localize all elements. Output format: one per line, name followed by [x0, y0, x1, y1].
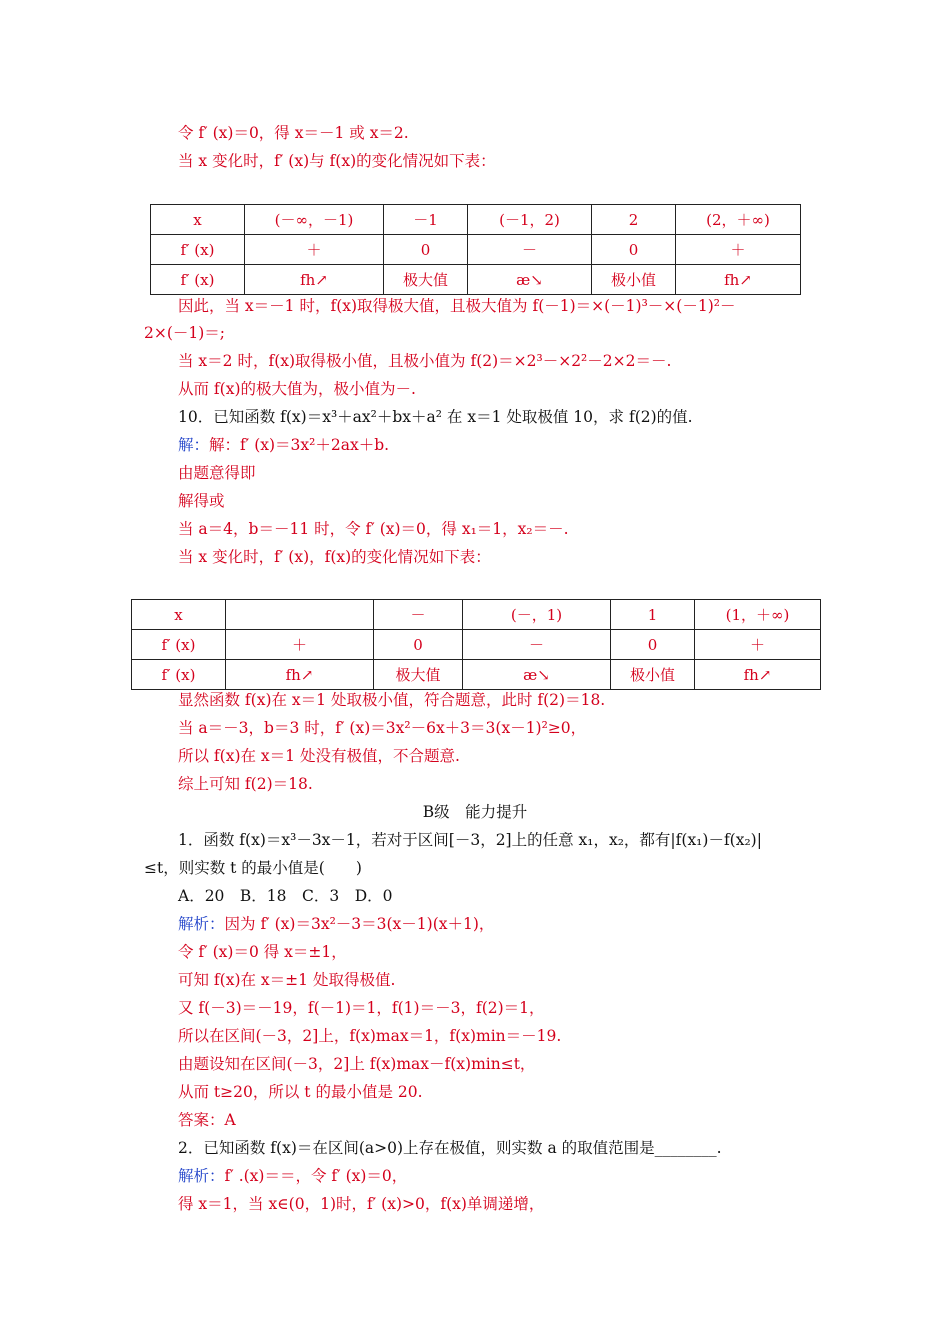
text-line: 由题设知在区间(－3，2]上 f(x)max－f(x)min≤t，	[178, 1055, 536, 1073]
table-row	[151, 235, 801, 265]
table-cell: 极大值	[374, 660, 463, 690]
text-line: 可知 f(x)在 x＝±1 处取得极值.	[178, 971, 396, 989]
text-line: 当 a＝4，b＝－11 时，令 f′ (x)＝0，得 x₁＝1，x₂＝－.	[178, 520, 569, 538]
table-cell: fh↗	[245, 265, 384, 295]
table-cell: 极小值	[611, 660, 695, 690]
text-line: 当 a＝－3，b＝3 时，f′ (x)＝3x²－6x＋3＝3(x－1)²≥0，	[178, 719, 587, 737]
table-cell: (－1，2)	[468, 205, 592, 235]
text-line: 解得或	[178, 492, 225, 510]
table-cell: 2	[592, 205, 676, 235]
table-row	[132, 660, 821, 690]
analysis-label: 解析：	[178, 1167, 225, 1185]
solution-label: 解：	[178, 436, 210, 454]
table-cell: f′ (x)	[132, 630, 226, 660]
question-1-cont: ≤t，则实数 t 的最小值是( )	[144, 859, 362, 877]
question-1-options: A．20 B．18 C．3 D．0	[178, 887, 393, 905]
text-line: 显然函数 f(x)在 x＝1 处取极小值，符合题意，此时 f(2)＝18.	[178, 691, 606, 709]
analysis-text: 因为 f′ (x)＝3x²－3＝3(x－1)(x＋1)，	[224, 915, 495, 933]
solution-line	[178, 435, 389, 455]
table-cell: 0	[374, 630, 463, 660]
question-10: 10．已知函数 f(x)＝x³＋ax²＋bx＋a² 在 x＝1 处取极值 10，求 f(2)的值.	[178, 408, 693, 426]
analysis-text: f′ .(x)＝＝，令 f′ (x)＝0，	[224, 1167, 408, 1185]
table-cell: fh↗	[695, 660, 821, 690]
variation-table-2	[131, 599, 821, 690]
table-cell: (2，＋∞)	[676, 205, 801, 235]
text-line: 综上可知 f(2)＝18.	[178, 775, 313, 793]
analysis-label: 解析：	[178, 915, 225, 933]
table-cell: －	[468, 235, 592, 265]
analysis-line	[178, 1166, 407, 1186]
table-row	[151, 205, 801, 235]
table-cell: fh↗	[676, 265, 801, 295]
table-cell: (－∞，－1)	[245, 205, 384, 235]
variation-table-1	[150, 204, 801, 295]
solution-text: 解：f′ (x)＝3x²＋2ax＋b.	[209, 436, 390, 454]
table-cell: 0	[611, 630, 695, 660]
text-line: 当 x＝2 时，f(x)取得极小值，且极小值为 f(2)＝×2³－×2²－2×2＝－.	[178, 352, 672, 370]
text-line: 因此，当 x＝－1 时，f(x)取得极大值，且极大值为 f(－1)＝×(－1)³－×(－1)²－	[178, 297, 736, 315]
text-line: 又 f(－3)＝－19，f(－1)＝1，f(1)＝－3，f(2)＝1，	[178, 999, 545, 1017]
text-line: 2×(－1)＝;	[144, 324, 226, 342]
table-cell	[226, 600, 374, 630]
section-title: B级 能力提升	[422, 803, 528, 821]
table-row	[151, 265, 801, 295]
table-row	[132, 630, 821, 660]
text-line: 当 x 变化时，f′ (x)，f(x)的变化情况如下表：	[178, 548, 491, 566]
text-line: 当 x 变化时，f′ (x)与 f(x)的变化情况如下表：	[178, 152, 496, 170]
table-cell: x	[132, 600, 226, 630]
table-cell: ＋	[676, 235, 801, 265]
table-cell: (1，＋∞)	[695, 600, 821, 630]
text-line: 令 f′ (x)＝0 得 x＝±1，	[178, 943, 347, 961]
question-1: 1．函数 f(x)＝x³－3x－1，若对于区间[－3，2]上的任意 x₁，x₂，都有|f(x₁)－f(x₂)|	[178, 831, 762, 849]
table-cell: －	[463, 630, 611, 660]
table-cell: －1	[384, 205, 468, 235]
table-cell: (－，1)	[463, 600, 611, 630]
text-line: 从而 t≥20，所以 t 的最小值是 20.	[178, 1083, 423, 1101]
text-line: 由题意得即	[178, 464, 256, 482]
text-line: 得 x＝1，当 x∈(0，1)时，f′ (x)>0，f(x)单调递增，	[178, 1195, 545, 1213]
text-line: 令 f′ (x)＝0，得 x＝－1 或 x＝2.	[178, 124, 409, 142]
table-cell: æ↘	[468, 265, 592, 295]
text-line: 从而 f(x)的极大值为，极小值为－.	[178, 380, 416, 398]
analysis-line	[178, 914, 494, 934]
answer-line: 答案：A	[178, 1111, 236, 1129]
table-cell: ＋	[695, 630, 821, 660]
table-cell: f′ (x)	[151, 265, 245, 295]
table-cell: f′ (x)	[132, 660, 226, 690]
table-cell: 0	[592, 235, 676, 265]
table-cell: x	[151, 205, 245, 235]
table-cell: ＋	[226, 630, 374, 660]
table-row	[132, 600, 821, 630]
table-cell: 极小值	[592, 265, 676, 295]
table-cell: 极大值	[384, 265, 468, 295]
table-cell: 0	[384, 235, 468, 265]
table-cell: f′ (x)	[151, 235, 245, 265]
table-cell: 1	[611, 600, 695, 630]
table-cell: ＋	[245, 235, 384, 265]
table-cell: æ↘	[463, 660, 611, 690]
table-cell: fh↗	[226, 660, 374, 690]
text-line: 所以在区间(－3，2]上，f(x)max＝1，f(x)min＝－19.	[178, 1027, 562, 1045]
table-cell: －	[374, 600, 463, 630]
question-2: 2．已知函数 f(x)＝在区间(a>0)上存在极值，则实数 a 的取值范围是________.	[178, 1139, 722, 1157]
text-line: 所以 f(x)在 x＝1 处没有极值，不合题意.	[178, 747, 460, 765]
